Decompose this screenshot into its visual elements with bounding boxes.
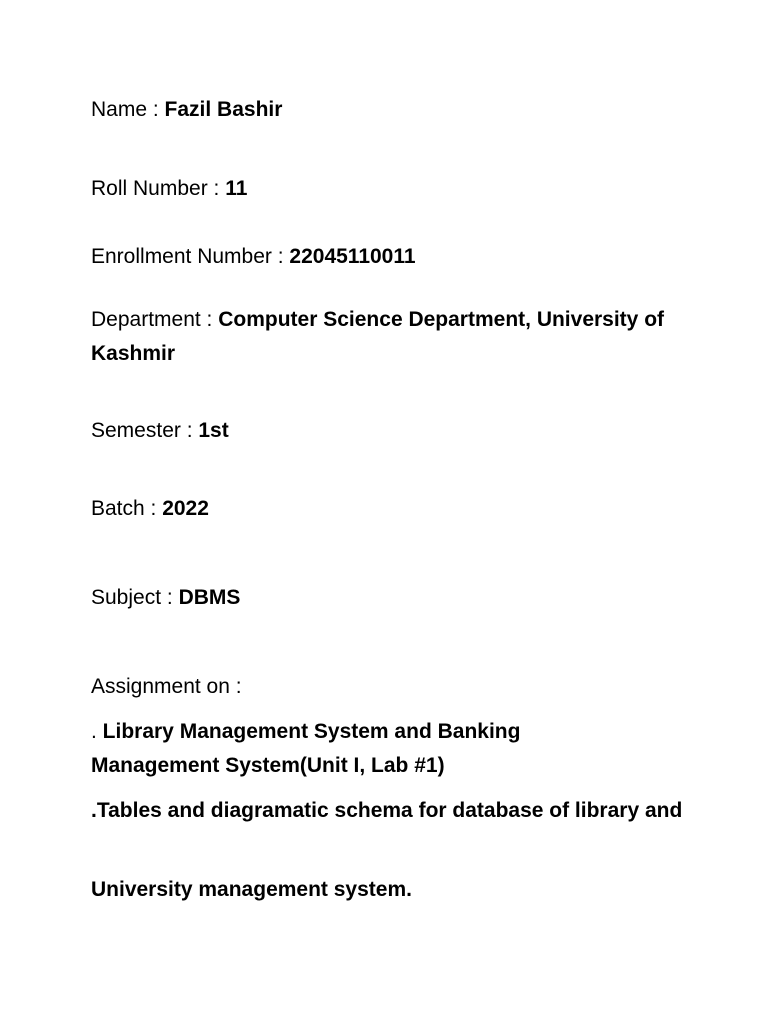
batch-line <box>91 492 691 526</box>
name-value: Fazil Bashir <box>164 98 283 121</box>
assignment-heading <box>91 670 691 704</box>
assignment-item-2: .Tables and diagramatic schema for database of library and <box>91 799 683 822</box>
enrollment-number-value: 22045110011 <box>289 245 416 268</box>
batch-value: 2022 <box>162 497 209 520</box>
roll-number-line <box>91 172 691 206</box>
subject-label: Subject : <box>91 586 179 609</box>
assignment-item-1-text: Library Management System and Banking Management System(Unit I, Lab #1) <box>91 720 521 777</box>
assignment-item-1-prefix: . <box>91 720 103 743</box>
enrollment-number-label: Enrollment Number : <box>91 245 290 268</box>
enrollment-number-line <box>91 240 691 274</box>
name-line <box>91 93 691 127</box>
department-line <box>91 303 691 371</box>
roll-number-value: 11 <box>225 177 248 200</box>
semester-line <box>91 414 691 448</box>
batch-label: Batch : <box>91 497 163 520</box>
department-label: Department : <box>91 308 219 331</box>
assignment-item-1 <box>91 715 611 783</box>
roll-number-label: Roll Number : <box>91 177 226 200</box>
assignment-item-3: University management system. <box>91 878 412 901</box>
subject-line <box>91 581 691 615</box>
assignment-label: Assignment on : <box>91 675 242 698</box>
subject-value: DBMS <box>178 586 241 609</box>
semester-label: Semester : <box>91 419 199 442</box>
name-label: Name : <box>91 98 165 121</box>
semester-value: 1st <box>198 419 229 442</box>
department-value: Computer Science Department, University of Kashmir <box>91 308 665 365</box>
